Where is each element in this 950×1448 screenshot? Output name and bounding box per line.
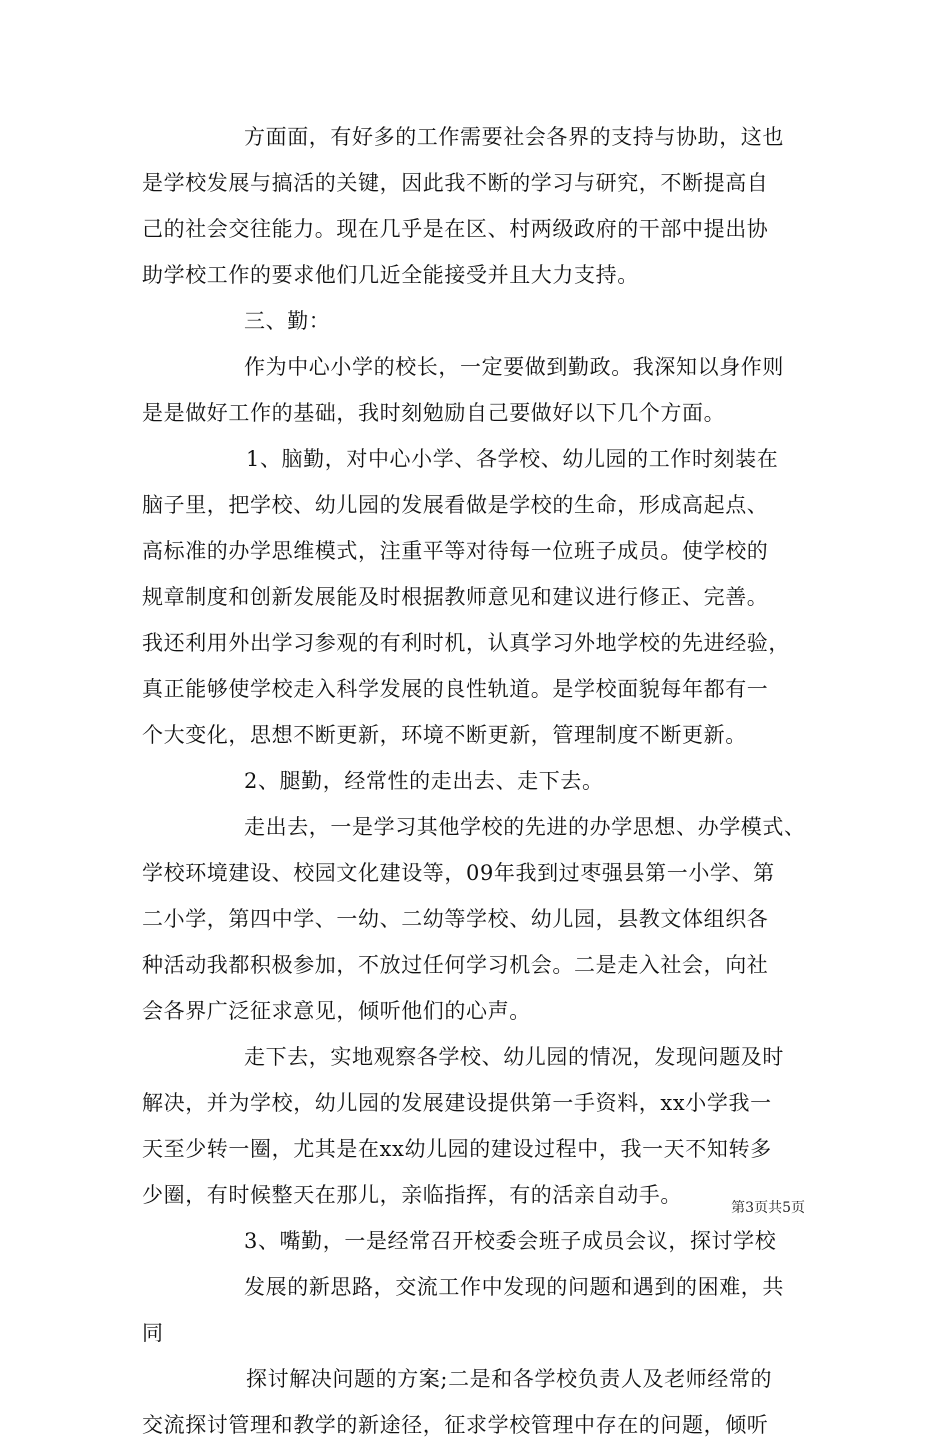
page-number: 第3页共5页 bbox=[731, 1200, 805, 1216]
paragraph-line: 3、嘴勤，一是经常召开校委会班子成员会议，探讨学校 bbox=[244, 1229, 777, 1253]
paragraph-line: 探讨解决问题的方案;二是和各学校负责人及老师经常的 bbox=[246, 1367, 773, 1391]
paragraph-line: 少圈，有时候整天在那儿，亲临指挥，有的活亲自动手。 bbox=[142, 1183, 682, 1207]
body-text bbox=[142, 114, 822, 1448]
paragraph-line: 方面面，有好多的工作需要社会各界的支持与协助，这也 bbox=[244, 125, 784, 149]
paragraph-line: 2、腿勤，经常性的走出去、走下去。 bbox=[244, 769, 604, 793]
paragraph-line: 真正能够使学校走入科学发展的良性轨道。是学校面貌每年都有一 bbox=[142, 677, 769, 701]
paragraph-line: 己的社会交往能力。现在几乎是在区、村两级政府的干部中提出协 bbox=[142, 217, 769, 241]
section-heading: 三、勤： bbox=[244, 309, 331, 333]
paragraph-line: 规章制度和创新发展能及时根据教师意见和建议进行修正、完善。 bbox=[142, 585, 769, 609]
paragraph-line: 发展的新思路，交流工作中发现的问题和遇到的困难，共 bbox=[244, 1275, 784, 1299]
paragraph-line: 作为中心小学的校长，一定要做到勤政。我深知以身作则 bbox=[244, 355, 784, 379]
paragraph-line: 助学校工作的要求他们几近全能接受并且大力支持。 bbox=[142, 263, 639, 287]
paragraph-line: 解决，并为学校，幼儿园的发展建设提供第一手资料，xx小学我一 bbox=[142, 1091, 772, 1115]
paragraph-line: 学校环境建设、校园文化建设等，09年我到过枣强县第一小学、第 bbox=[142, 861, 775, 885]
paragraph-line: 交流探讨管理和教学的新途径，征求学校管理中存在的问题，倾听 bbox=[142, 1413, 769, 1437]
paragraph-line: 二小学，第四中学、一幼、二幼等学校、幼儿园，县教文体组织各 bbox=[142, 907, 769, 931]
paragraph-line: 走下去，实地观察各学校、幼儿园的情况，发现问题及时 bbox=[244, 1045, 784, 1069]
paragraph-line: 1、脑勤，对中心小学、各学校、幼儿园的工作时刻装在 bbox=[246, 447, 779, 471]
paragraph-line: 走出去，一是学习其他学校的先进的办学思想、办学模式、 bbox=[244, 815, 806, 839]
paragraph-line: 我还利用外出学习参观的有利时机，认真学习外地学校的先进经验， bbox=[142, 631, 790, 655]
paragraph-line: 会各界广泛征求意见，倾听他们的心声。 bbox=[142, 999, 531, 1023]
paragraph-line: 同 bbox=[142, 1321, 164, 1345]
paragraph-line: 脑子里，把学校、幼儿园的发展看做是学校的生命，形成高起点、 bbox=[142, 493, 769, 517]
paragraph-line: 是是做好工作的基础，我时刻勉励自己要做好以下几个方面。 bbox=[142, 401, 726, 425]
paragraph-line: 高标准的办学思维模式，注重平等对待每一位班子成员。使学校的 bbox=[142, 539, 769, 563]
paragraph-line: 种活动我都积极参加，不放过任何学习机会。二是走入社会，向社 bbox=[142, 953, 769, 977]
paragraph-line: 天至少转一圈，尤其是在xx幼儿园的建设过程中，我一天不知转多 bbox=[142, 1137, 772, 1161]
paragraph-line: 个大变化，思想不断更新，环境不断更新，管理制度不断更新。 bbox=[142, 723, 747, 747]
paragraph-line: 是学校发展与搞活的关键，因此我不断的学习与研究，不断提高自 bbox=[142, 171, 769, 195]
